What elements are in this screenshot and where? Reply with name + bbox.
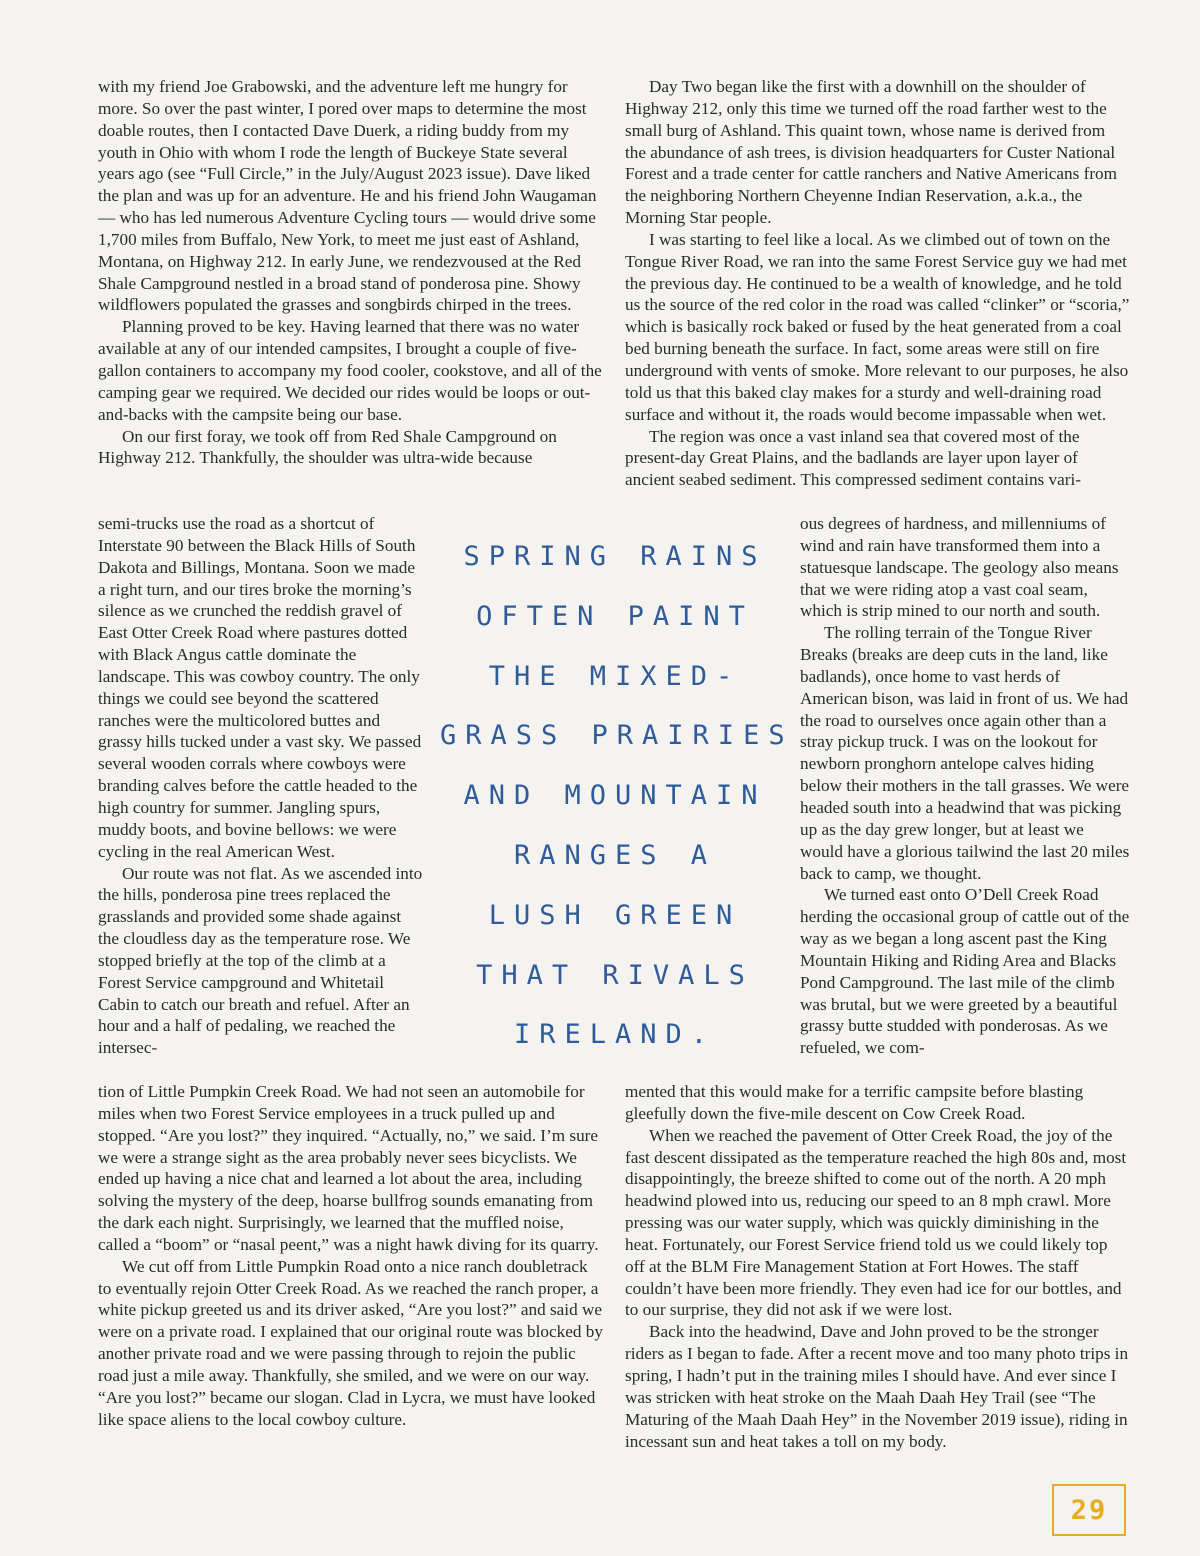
paragraph: The region was once a vast inland sea that covered most of the present-day Great Plains, and the badlands are layer upon layer of ancient seabed sediment. This compressed sediment contains vari- bbox=[625, 426, 1081, 490]
pull-quote-line: GRASS PRAIRIES bbox=[440, 720, 794, 752]
paragraph: tion of Little Pumpkin Creek Road. We had not seen an automobile for miles when two Forest Service employees in a truck pulled up and stopped. “Are you lost?” they inquired. “Actually, no,” we said. I’m sure we were a strange sight as the area probably never sees bicyclists. We ended up having a nice chat and learned a lot about the area, including solving the mystery of the deep, hoarse bullfrog sounds emanating from the dark each night. Surprisingly, we learned that the muffled noise, called a “boom” or “nasal peent,” was a night hawk diving for its quarry. bbox=[98, 1082, 599, 1254]
right-column-middle bbox=[800, 513, 1130, 1059]
right-column-top bbox=[625, 76, 1130, 491]
pull-quote-line: SPRING RAINS bbox=[463, 541, 767, 572]
paragraph: Planning proved to be key. Having learned that there was no water available at any of our intended campsites, I brought a couple of five-gallon containers to accompany my food cooler, cookstove, and all of the camping gear we required. We decided our rides would be loops or out-and-backs with the campsite being our base. bbox=[98, 317, 602, 424]
paragraph: with my friend Joe Grabowski, and the adventure left me hungry for more. So over the past winter, I pored over maps to determine the most doable routes, then I contacted Dave Duerk, a riding buddy from my youth in Ohio with whom I rode the length of Buckeye State several years ago (see “Full Circle,” in the July/August 2023 issue). Dave liked the plan and was up for an adventure. He and his friend John Waugaman — who has led numerous Adventure Cycling tours — would drive some 1,700 miles from Buffalo, New York, to meet me just east of Ashland, Montana, on Highway 212. In early June, we rendezvoused at the Red Shale Campground nestled in a broad stand of ponderosa pine. Showy wildflowers populated the grasses and songbirds chirped in the trees. bbox=[98, 77, 597, 315]
pull-quote-line: THAT RIVALS bbox=[476, 959, 754, 991]
left-column-top bbox=[98, 76, 603, 469]
pull-quote bbox=[440, 527, 794, 1065]
left-column-middle bbox=[98, 513, 424, 1059]
pull-quote-line: RANGES A bbox=[513, 839, 717, 871]
pull-quote-line: IRELAND. bbox=[513, 1019, 717, 1051]
right-column-bottom bbox=[625, 1081, 1130, 1452]
pull-quote-line: THE MIXED- bbox=[488, 660, 742, 692]
pull-quote-line: AND MOUNTAIN bbox=[463, 780, 767, 812]
paragraph: We turned east onto O’Dell Creek Road herding the occasional group of cattle out of the way as we began a long ascent past the King Mountain Hiking and Riding Area and Blacks Pond Campground. The last mile of the climb was brutal, but we were greeted by a beautiful grassy butte studded with ponderosas. As we refueled, we com- bbox=[800, 885, 1130, 1058]
pull-quote-line: OFTEN PAINT bbox=[476, 600, 754, 632]
paragraph: I was starting to feel like a local. As we climbed out of town on the Tongue River Road, we ran into the same Forest Service guy we had met the previous day. He continued to be a wealth of knowledge, and he told us the source of the red color in the road was called “clinker” or “scoria,” which is basically rock baked or fused by the heat generated from a coal bed burning beneath the surface. In fact, some areas were still on fire underground with vents of smoke. More relevant to our purposes, he also told us that this baked clay makes for a sturdy and well-draining road surface and without it, the roads would become impassable when wet. bbox=[625, 229, 1130, 424]
paragraph: When we reached the pavement of Otter Creek Road, the joy of the fast descent dissipated as the temperature reached the high 80s and, most disappointingly, the breeze shifted to come out of the north. A 20 mph headwind plowed into us, reducing our speed to an 8 mph crawl. More pressing was our water supply, which was quickly diminishing in the heat. Fortunately, our Forest Service friend told us we could likely top off at the BLM Fire Management Station at Fort Howes. The staff couldn’t have been more friendly. They even had ice for our bottles, and to our surprise, they did not ask if we were lost. bbox=[625, 1125, 1127, 1320]
paragraph: ous degrees of hardness, and millenniums of wind and rain have transformed them into a statuesque landscape. The geology also means that we were riding atop a vast coal seam, which is strip mined to our north and south. bbox=[800, 514, 1119, 621]
paragraph: Back into the headwind, Dave and John proved to be the stronger riders as I began to fade. After a recent move and too many photo trips in spring, I hadn’t put in the training miles I should have. And ever since I was stricken with heat stroke on the Maah Daah Hey Trail (see “The Maturing of the Maah Daah Hey” in the November 2019 issue), riding in incessant sun and heat takes a toll on my body. bbox=[625, 1322, 1129, 1451]
page-number: 29 bbox=[1052, 1484, 1126, 1536]
paragraph: On our first foray, we took off from Red Shale Campground on Highway 212. Thankfully, the shoulder was ultra-wide because bbox=[98, 426, 557, 468]
paragraph: mented that this would make for a terrific campsite before blasting gleefully down the five-mile descent on Cow Creek Road. bbox=[625, 1082, 1084, 1123]
paragraph: semi-trucks use the road as a shortcut of Interstate 90 between the Black Hills of South Dakota and Billings, Montana. Soon we made a right turn, and our tires broke the morning’s silence as we crunched the reddish gravel of East Otter Creek Road where pastures dotted with Black Angus cattle dominate the landscape. This was cowboy country. The only things we could see beyond the scattered ranches were the multicolored buttes and grassy hills tucked under a vast sky. We passed several wooden corrals where cowboys were branding calves before the cattle headed to the high country for summer. Jangling spurs, muddy boots, and bovine bellows: we were cycling in the real American West. bbox=[98, 514, 422, 861]
paragraph: Day Two began like the first with a downhill on the shoulder of Highway 212, only this time we turned off the road farther west to the small burg of Ashland. This quaint town, whose name is derived from the abundance of ash trees, is division headquarters for Custer National Forest and a trade center for cattle ranchers and Native Americans from the neighboring Northern Cheyenne Indian Reservation, a.k.a., the Morning Star people. bbox=[625, 77, 1118, 228]
left-column-bottom bbox=[98, 1081, 603, 1431]
paragraph: We cut off from Little Pumpkin Road onto a nice ranch doubletrack to eventually rejoin Otter Creek Road. As we reached the ranch proper, a white pickup greeted us and its driver asked, “Are you lost?” and said we were on a private road. I explained that our original route was blocked by another private road and we were passing through to rejoin the public road just a mile away. Thankfully, she smiled, and we were on our way. “Are you lost?” became our slogan. Clad in Lycra, we must have looked like space aliens to the local cowboy culture. bbox=[98, 1256, 603, 1429]
paragraph: Our route was not flat. As we ascended into the hills, ponderosa pine trees replaced the grasslands and provided some shade against the cloudless day as the temperature rose. We stopped briefly at the top of the climb at a Forest Service campground and Whitetail Cabin to catch our breath and refuel. After an hour and a half of pedaling, we reached the intersec- bbox=[98, 863, 423, 1058]
paragraph: The rolling terrain of the Tongue River Breaks (breaks are deep cuts in the land, like badlands), once home to vast herds of American bison, was laid in front of us. We had the road to ourselves once again other than a stray pickup truck. I was on the lookout for newborn pronghorn antelope calves hiding below their mothers in the tall grasses. We were headed south into a headwind that was picking up as the day grew longer, but at least we would have a glorious tailwind the last 20 miles back to camp, we thought. bbox=[800, 623, 1130, 883]
pull-quote-line: LUSH GREEN bbox=[488, 899, 742, 931]
